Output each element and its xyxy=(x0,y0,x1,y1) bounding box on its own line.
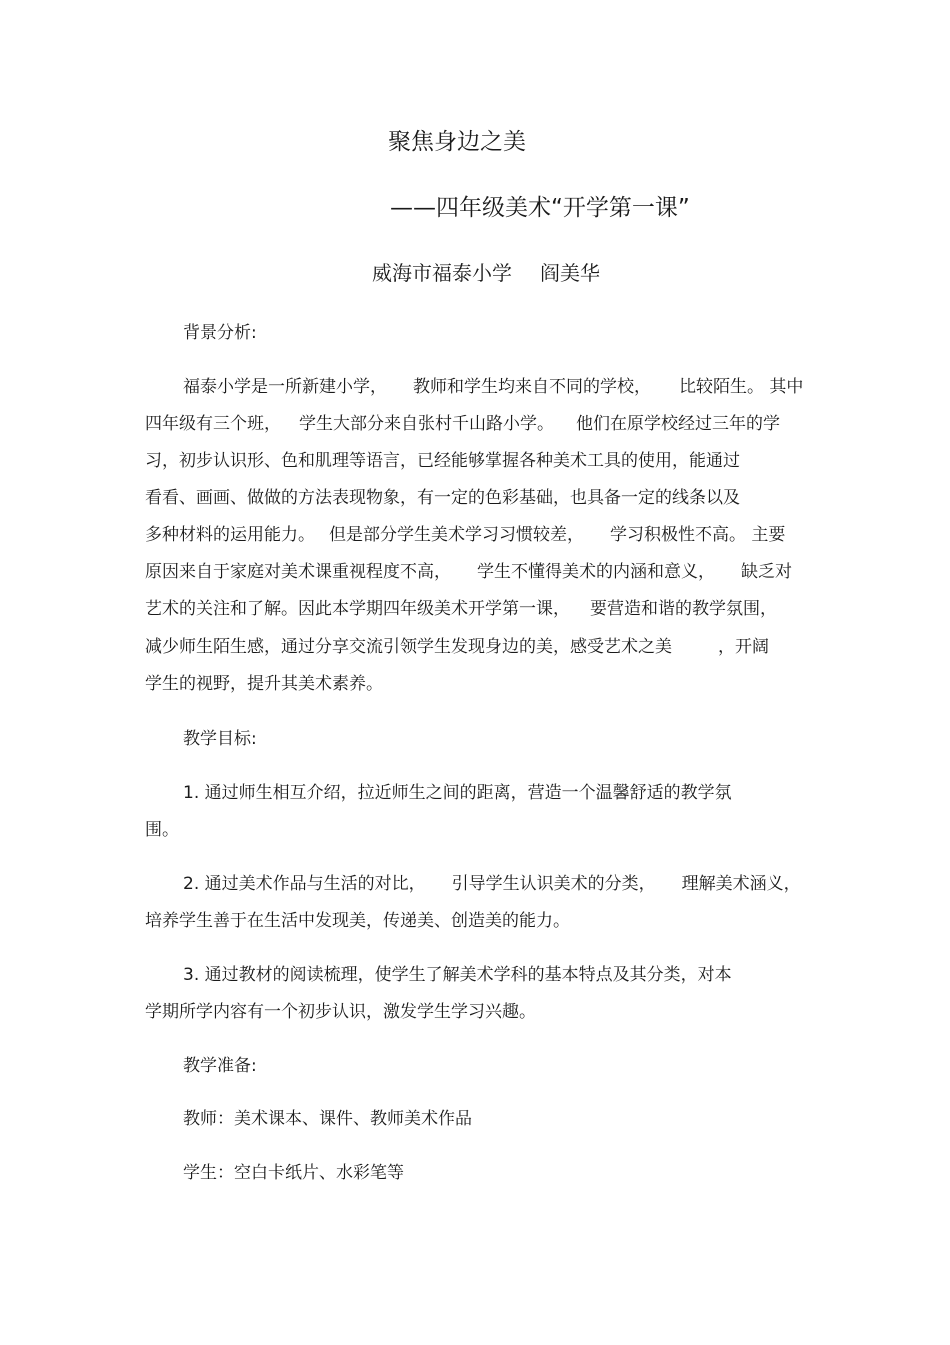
goal-item-2-line: 2. 通过美术作品与生活的对比， 引导学生认识美术的分类， 理解美术涵义， xyxy=(183,874,801,894)
goals-heading: 教学目标: xyxy=(183,729,257,749)
doc-title: 聚焦身边之美 xyxy=(388,129,526,155)
author-line xyxy=(372,260,600,286)
preparation-heading: 教学准备: xyxy=(183,1056,257,1076)
paragraph-line: 习，初步认识形、色和肌理等语言，已经能够掌握各种美术工具的使用，能通过 xyxy=(145,451,740,471)
paragraph-line: 减少师生陌生感，通过分享交流引领学生发现身边的美，感受艺术之美 ，开阔 xyxy=(145,637,769,657)
preparation-teacher: 教师：美术课本、课件、教师美术作品 xyxy=(183,1109,472,1129)
goal-item-2-line: 培养学生善于在生活中发现美，传递美、创造美的能力。 xyxy=(145,911,570,931)
paragraph-line: 福泰小学是一所新建小学， 教师和学生均来自不同的学校， 比较陌生。 其中 xyxy=(183,377,804,397)
author-school: 威海市福泰小学 xyxy=(372,261,512,285)
paragraph-line: 原因来自于家庭对美术课重视程度不高， 学生不懂得美术的内涵和意义， 缺乏对 xyxy=(145,562,792,582)
background-heading: 背景分析: xyxy=(183,323,257,343)
paragraph-line: 多种材料的运用能力。 但是部分学生美术学习习惯较差， 学习积极性不高。 主要 xyxy=(145,525,786,545)
doc-subtitle: ——四年级美术“开学第一课” xyxy=(390,195,690,221)
paragraph-line: 艺术的关注和了解。因此本学期四年级美术开学第一课， 要营造和谐的教学氛围， xyxy=(145,599,777,619)
goal-item-1-line: 1. 通过师生相互介绍，拉近师生之间的距离，营造一个温馨舒适的教学氛 xyxy=(183,783,732,803)
goal-item-3-line: 学期所学内容有一个初步认识，激发学生学习兴趣。 xyxy=(145,1002,536,1022)
goal-item-3-line: 3. 通过教材的阅读梳理，使学生了解美术学科的基本特点及其分类，对本 xyxy=(183,965,732,985)
paragraph-line: 四年级有三个班， 学生大部分来自张村千山路小学。 他们在原学校经过三年的学 xyxy=(145,414,780,434)
author-name: 阎美华 xyxy=(540,261,600,285)
preparation-student: 学生：空白卡纸片、水彩笔等 xyxy=(183,1163,404,1183)
goal-item-1-line: 围。 xyxy=(145,820,179,840)
paragraph-line: 看看、画画、做做的方法表现物象，有一定的色彩基础，也具备一定的线条以及 xyxy=(145,488,740,508)
paragraph-line: 学生的视野，提升其美术素养。 xyxy=(145,674,383,694)
